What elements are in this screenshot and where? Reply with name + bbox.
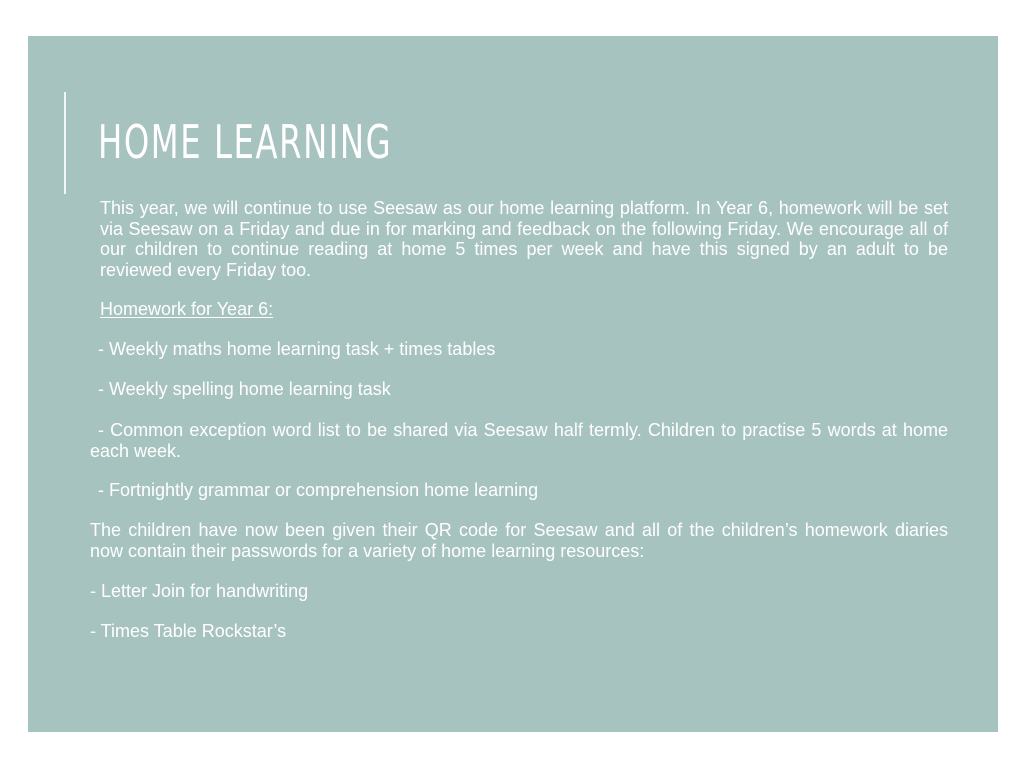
slide xyxy=(28,36,998,732)
resources-paragraph: The children have now been given their QR code for Seesaw and all of the children’s homework diaries now contain their passwords for a variety of home learning resources: xyxy=(90,520,948,561)
homework-heading: Homework for Year 6: xyxy=(100,299,274,319)
homework-item-maths: - Weekly maths home learning task + times tables xyxy=(98,339,496,359)
slide-title: HOME LEARNING xyxy=(98,115,393,169)
title-accent-line xyxy=(64,92,66,194)
homework-item-spelling: - Weekly spelling home learning task xyxy=(98,379,391,399)
homework-item-grammar: - Fortnightly grammar or comprehension home learning xyxy=(98,480,539,500)
resource-times-table-rockstars: - Times Table Rockstar’s xyxy=(90,621,287,641)
resource-letter-join: - Letter Join for handwriting xyxy=(90,581,309,601)
homework-item-common-exception-words: - Common exception word list to be shared via Seesaw half termly. Children to practise 5 words at home each week. xyxy=(90,420,948,461)
intro-paragraph: This year, we will continue to use Seesaw as our home learning platform. In Year 6, homework will be set via Seesaw on a Friday and due in for marking and feedback on the following Friday. We encourage all of our children to continue reading at home 5 times per week and have this signed by an adult to be reviewed every Friday too. xyxy=(100,198,948,280)
